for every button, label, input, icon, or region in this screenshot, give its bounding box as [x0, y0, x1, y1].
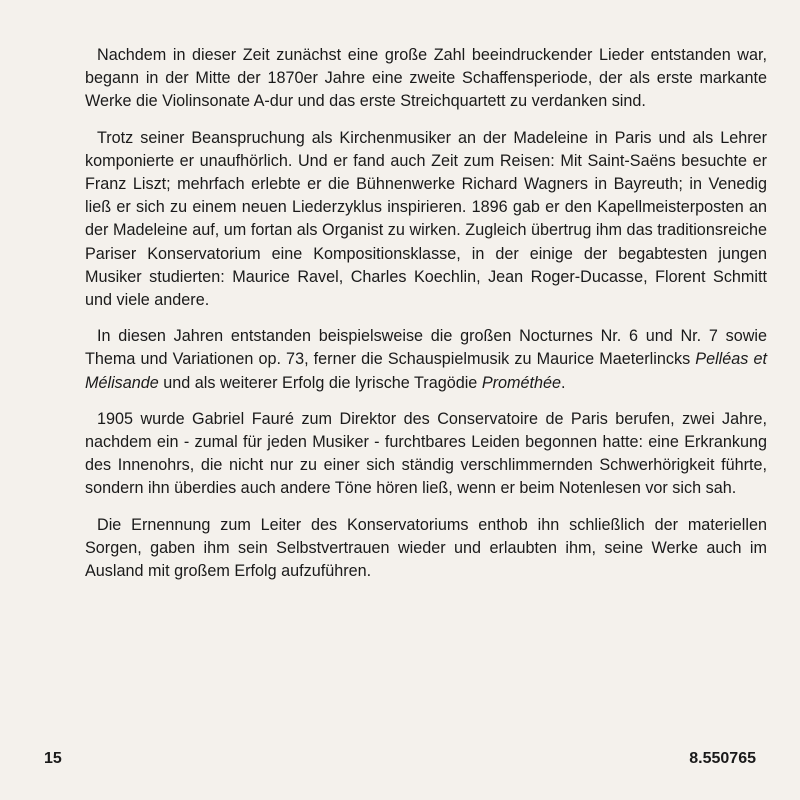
paragraph-4-text: 1905 wurde Gabriel Fauré zum Direktor des Conservatoire de Paris berufen, zwei Jahre, nachdem ein - zumal für jeden Musiker - furchtbares Leiden begonnen hatte: eine Erkrankung des Innenohrs, die nicht nur zu einer sich ständig verschlimmernden Schwerhörigkeit führte, sondern ihn überdies auch andere Töne hören ließ, wenn er beim Notenlesen vor sich sah. [85, 409, 767, 498]
paragraph-2-text: Trotz seiner Beanspruchung als Kirchenmusiker an der Madeleine in Paris und als Lehrer komponierte er unaufhörlich. Und er fand auch Zeit zum Reisen: Mit Saint-Saëns besuchte er Franz Liszt; mehrfach erlebte er die Bühnenwerke Richard Wagners in Bayreuth; in Venedig ließ er sich zu einem neuen Liederzyklus inspirieren. 1896 gab er den Kapellmeisterposten an der Madeleine auf, um fortan als Organist zu wirken. Zugleich übertrug ihm das traditionsreiche Pariser Konservatorium eine Kompositionsklasse, in der einige der begabtesten jungen Musiker studierten: Maurice Ravel, Charles Koechlin, Jean Roger-Ducasse, Florent Schmitt und viele andere. [85, 128, 767, 310]
paragraph-1 [85, 44, 767, 114]
body-text [85, 44, 767, 596]
paragraph-3-text-c: . [561, 373, 566, 392]
paragraph-2 [85, 127, 767, 313]
paragraph-5 [85, 514, 767, 584]
work-title-pelleas: Pelléas et Mélisande [85, 350, 767, 392]
page-number: 15 [44, 750, 62, 767]
paragraph-3 [85, 325, 767, 395]
work-title-promethee: Prométhée [481, 373, 561, 392]
catalog-number: 8.550765 [689, 750, 756, 767]
paragraph-3-text-a: In diesen Jahren entstanden beispielsweise die großen Nocturnes Nr. 6 und Nr. 7 sowie Thema und Variationen op. 73, ferner die Schauspielmusik zu Maurice Maeterlincks [85, 327, 767, 369]
paragraph-5-text: Die Ernennung zum Leiter des Konservatoriums enthob ihn schließlich der materiellen Sorgen, gaben ihm sein Selbstvertrauen wieder und erlaubten ihm, seine Werke auch im Ausland mit großem Erfolg aufzuführen. [85, 515, 767, 581]
paragraph-1-text: Nachdem in dieser Zeit zunächst eine große Zahl beeindruckender Lieder entstanden war, begann in der Mitte der 1870er Jahre eine zweite Schaffensperiode, der als erste markante Werke die Violinsonate A-dur und das erste Streichquartett zu verdanken sind. [85, 46, 767, 111]
paragraph-4 [85, 408, 767, 501]
paragraph-3-text-b: und als weiterer Erfolg die lyrische Tragödie [158, 373, 482, 392]
